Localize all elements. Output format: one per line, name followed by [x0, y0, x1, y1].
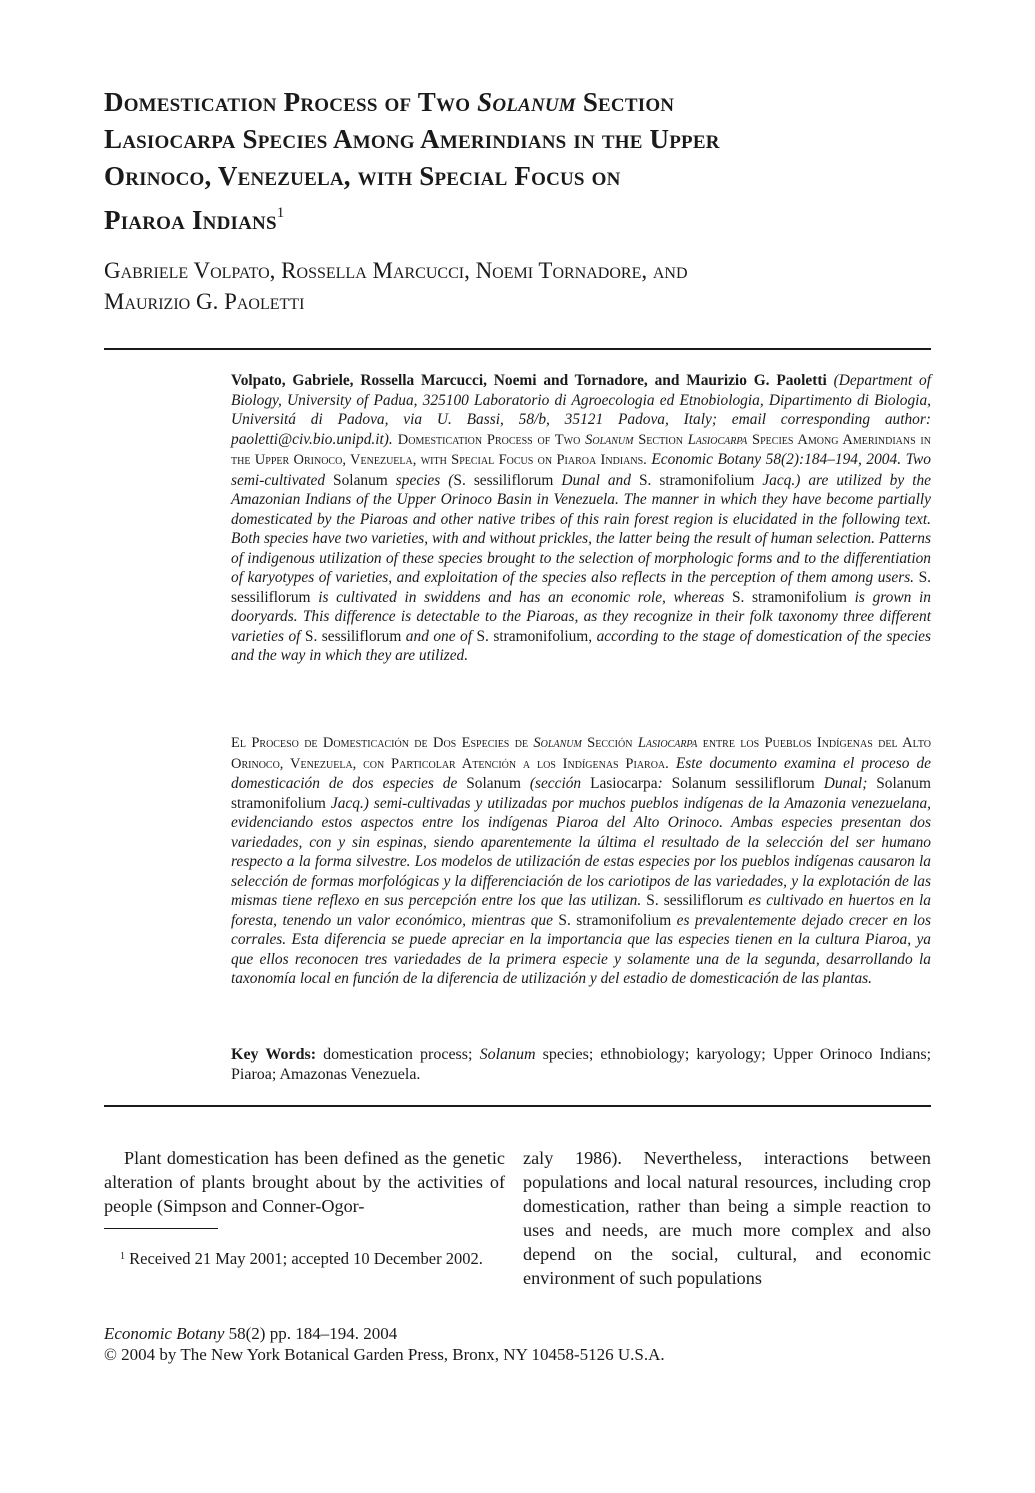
species-name: S. sessiliflorum	[231, 569, 931, 606]
copyright-notice: © 2004 by The New York Botanical Garden Press, Bronx, NY 10458-5126 U.S.A.	[104, 1345, 665, 1364]
abstract-title-part: Section	[633, 431, 688, 448]
abstract-title-section: Lasiocarpa	[687, 431, 748, 448]
author-line-2: Maurizio G. Paoletti	[104, 289, 305, 314]
resumen-text: :	[657, 775, 672, 792]
author-list	[104, 255, 924, 317]
title-text: Section	[575, 87, 675, 117]
title-text: Domestication Process of Two	[104, 87, 478, 117]
abstract-title-part: Species Among Amerindians in the Upper Orinoco, Venezuela, with Special Focus on Piaroa Indians.	[231, 431, 931, 468]
title-line-4	[104, 195, 924, 239]
bottom-divider	[104, 1105, 931, 1107]
body-column-left: Plant domestication has been defined as the genetic alteration of plants brought about by the activities of people (Simpson and Conner-Ogor-	[104, 1148, 505, 1216]
footnote-divider	[104, 1228, 218, 1229]
species-name: S. stramonifolium	[558, 911, 672, 929]
resumen-text: Este documento examina el proceso de domesticación de dos especies de	[231, 754, 932, 792]
title-line-1	[104, 84, 924, 121]
article-title	[104, 84, 924, 239]
journal-name: Economic Botany	[104, 1324, 225, 1343]
resumen-title-genus: Solanum	[533, 735, 582, 751]
species-name: S. stramonifolium	[476, 627, 589, 645]
species-name: Solanum sessiliflorum	[671, 775, 815, 792]
species-name: S. sessiliflorum	[304, 627, 402, 645]
resumen-title-part: entre los Pueblos Indígenas del Alto Orinoco, Venezuela, con Particolar Atención a los Indígenas Piaroa.	[231, 735, 931, 772]
title-genus: Solanum	[477, 87, 576, 117]
key-words-label: Key Words:	[231, 1046, 317, 1063]
species-name: S. stramonifolium	[731, 588, 847, 606]
abstract-text: is cultivated in swiddens and has an economic role, whereas	[310, 588, 732, 606]
abstract-authors: Volpato, Gabriele, Rossella Marcucci, Noemi and Tornadore, and Maurizio G. Paoletti	[231, 372, 827, 389]
abstract-affiliation: (Department of Biology, University of Padua, 325100 Laboratorio di Agroecologia ed Etnobiologia, Dipartimento di Biologia, Universitá di Padova, via U. Bassi, 58/b, 35121 Padova, Italy; email corresponding author: paoletti@civ.bio.unipd.it).	[231, 372, 931, 448]
title-line-3: Orinoco, Venezuela, with Special Focus on	[104, 161, 621, 191]
author-line-1: Gabriele Volpato, Rossella Marcucci, Noemi Tornadore, and	[104, 258, 688, 283]
abstract-text: Dunal and	[553, 471, 639, 489]
resumen-text: Jacq.) semi-cultivadas y utilizadas por muchos pueblos indígenas de la Amazonia venezuelana, evidenciando estos aspectos entre los indígenas Piaroa del Alto Orinoco. Ambas especies presentan dos variedades, con y sin espinas, siendo aparentemente la última el resultado de la selección del ser humano respecto a la forma silvestre. Los modelos de utilización de estas especies por los pueblos indígenas causaron la selección de formas morfológicas y la differenciación de los cariotipos de las variedades, y la explotación de las mismas tiene reflexo en sus percepción entre los que las utilizan.	[231, 794, 931, 909]
species-name: Solanum	[333, 471, 388, 489]
abstract-text: Jacq.) are utilized by the Amazonian Indians of the Upper Orinoco Basin in Venezuela. The manner in which they have become partially domesticated by the Piaroas and other native tribes of this rain forest region is elucidated in the following text. Both species have two varieties, with and without prickles, the latter being the result of human selection. Patterns of indigenous utilization of these species brought to the selection of morphologic forms and to the differentiation of karyotypes of varieties, and exploitation of the species also reflects in the perception of them among users.	[231, 471, 932, 586]
abstract-citation: Economic Botany 58(2):184–194, 2004. Two semi-cultivated	[231, 451, 932, 489]
abstract-text: species (	[387, 471, 454, 489]
top-divider	[104, 348, 931, 350]
title-text: Piaroa Indians	[104, 205, 277, 235]
species-name: S. sessiliflorum	[453, 471, 554, 489]
abstract-spanish	[231, 733, 931, 989]
species-name: Solanum stramonifolium	[231, 775, 931, 812]
footnote-mark: 1	[120, 1251, 125, 1262]
abstract-english	[231, 371, 931, 666]
resumen-text: (sección	[520, 775, 591, 792]
species-name: Lasiocarpa	[590, 775, 658, 792]
abstract-title-part: Domestication Process of Two	[397, 431, 586, 448]
body-column-right: zaly 1986). Nevertheless, interactions between populations and local natural resources, including crop domestication, rather than being a simple reaction to uses and needs, are much more complex and also depend on the social, cultural, and economic environment of such populations	[523, 1148, 931, 1288]
species-name: S. sessiliflorum	[646, 892, 744, 909]
species-name: Solanum	[466, 775, 521, 792]
abstract-text: and one of	[401, 627, 477, 645]
key-words	[231, 1045, 931, 1085]
journal-citation	[104, 1323, 397, 1344]
footnote	[104, 1246, 505, 1269]
resumen-text: es cultivado en huertos en la foresta, tenendo un valor económico, mientras que	[231, 892, 932, 929]
species-name: S. stramonifolium	[638, 471, 755, 489]
resumen-title-part: Sección	[581, 735, 638, 751]
abstract-text: is grown in dooryards. This difference is detectable to the Piaroas, as they recognize in their folk taxonomy three different varieties of	[231, 588, 931, 645]
resumen-title-part: El Proceso de Domesticación de Dos Especies de	[231, 735, 534, 751]
key-words-text: species; ethnobiology; karyology; Upper Orinoco Indians; Piaroa; Amazonas Venezuela.	[231, 1046, 932, 1083]
resumen-title-section: Lasiocarpa	[637, 735, 698, 751]
key-words-text: domestication process;	[316, 1046, 480, 1063]
resumen-text: Dunal;	[814, 775, 877, 792]
abstract-text: , according to the stage of domestication of the species and the way in which they are utilized.	[231, 627, 932, 664]
journal-issue: 58(2) pp. 184–194. 2004	[224, 1324, 398, 1343]
footnote-text: Received 21 May 2001; accepted 10 December 2002.	[125, 1249, 483, 1268]
abstract-title-genus: Solanum	[585, 431, 634, 448]
title-line-2: Lasiocarpa Species Among Amerindians in the Upper	[104, 124, 720, 154]
title-footnote-mark: 1	[276, 205, 285, 221]
resumen-text: es prevalentemente dejado crecer en los corrales. Esta diferencia se puede apreciar en la importancia que las especies tienen en la cultura Piaroa, ya que ellos reconocen tres variedades de la primera especie y solamente una de la segunda, desarrollando la taxonomía local en función de la diferencia de utilización y del estadio de domesticación de las plantas.	[231, 911, 931, 987]
key-words-genus: Solanum	[479, 1046, 536, 1063]
